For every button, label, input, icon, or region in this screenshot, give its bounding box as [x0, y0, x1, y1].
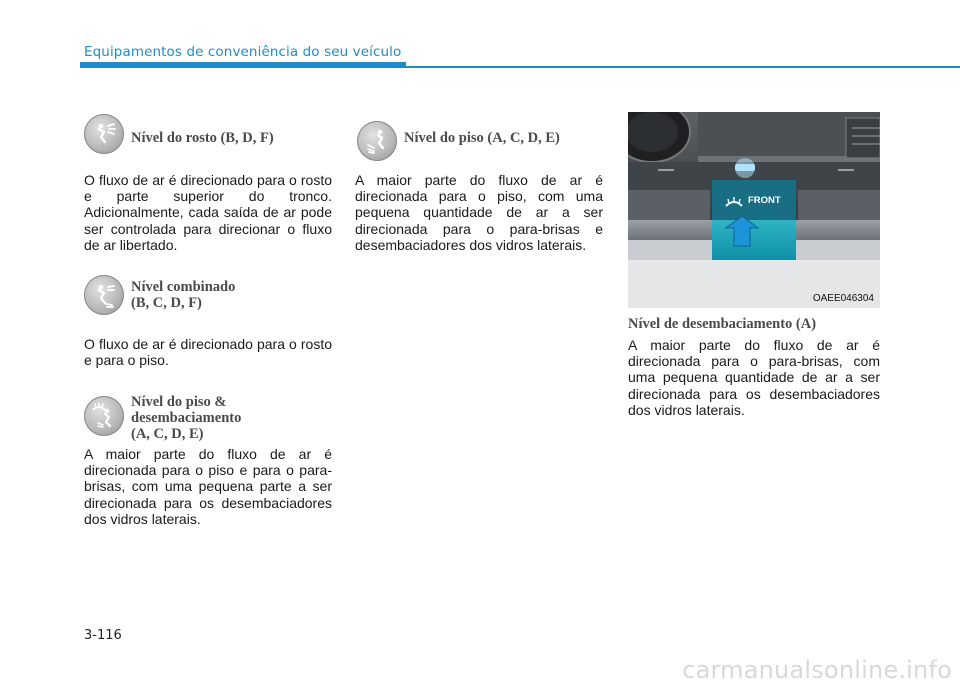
floor-level-body: A maior parte do fluxo de ar é direcionada para o piso, com uma pequena quantidade de ar a ser direcionada para o para-brisas e desembaciadores dos vidros laterais. — [355, 172, 603, 253]
front-button-label: FRONT — [748, 195, 781, 206]
floor-defrost-heading — [131, 394, 241, 442]
photo-caption: OAEE046304 — [812, 293, 874, 304]
floor-vent-icon — [357, 121, 397, 161]
defrost-button-photo — [628, 112, 880, 308]
bi-level-heading-line2: (B, C, D, F) — [131, 295, 202, 311]
bi-level-heading — [131, 279, 235, 311]
floor-defrost-heading-line1: Nível do piso & — [131, 394, 227, 410]
bi-level-heading-line1: Nível combinado — [131, 279, 236, 295]
bi-level-body: O fluxo de ar é direcionado para o rosto e para o piso. — [84, 336, 332, 369]
page-number: 3-116 — [84, 628, 122, 643]
face-level-body: O fluxo de ar é direcionado para o rosto e parte superior do tronco. Adicionalmente, cada saída de ar pode ser controlada para direcionar o fluxo de ar libertado. — [84, 172, 332, 253]
face-level-heading: Nível do rosto (B, D, F) — [131, 130, 274, 146]
defrost-level-body: A maior parte do fluxo de ar é direcionada para o para-brisas, com uma pequena quantidade de ar a ser direcionada para os desembaciadores dos vidros laterais. — [628, 337, 880, 418]
floor-defrost-heading-line3: (A, C, D, E) — [131, 426, 204, 442]
watermark: carmanualsonline.info — [682, 656, 952, 684]
defrost-level-heading: Nível de desembaciamento (A) — [628, 316, 817, 332]
header-rule-thin — [406, 66, 960, 68]
floor-defrost-heading-line2: desembaciamento — [131, 410, 242, 426]
floor-level-heading: Nível do piso (A, C, D, E) — [404, 130, 560, 146]
bi-level-vent-icon — [84, 275, 124, 315]
face-vent-icon — [84, 114, 124, 154]
section-header-title: Equipamentos de conveniência do seu veículo — [84, 44, 402, 60]
floor-defrost-icon — [84, 396, 124, 436]
floor-defrost-body: A maior parte do fluxo de ar é direcionada para o piso e para o para-brisas, com uma pequena parte a ser direcionada para os desembaciadores dos vidros laterais. — [84, 446, 332, 527]
header-rule-thick — [80, 62, 406, 68]
